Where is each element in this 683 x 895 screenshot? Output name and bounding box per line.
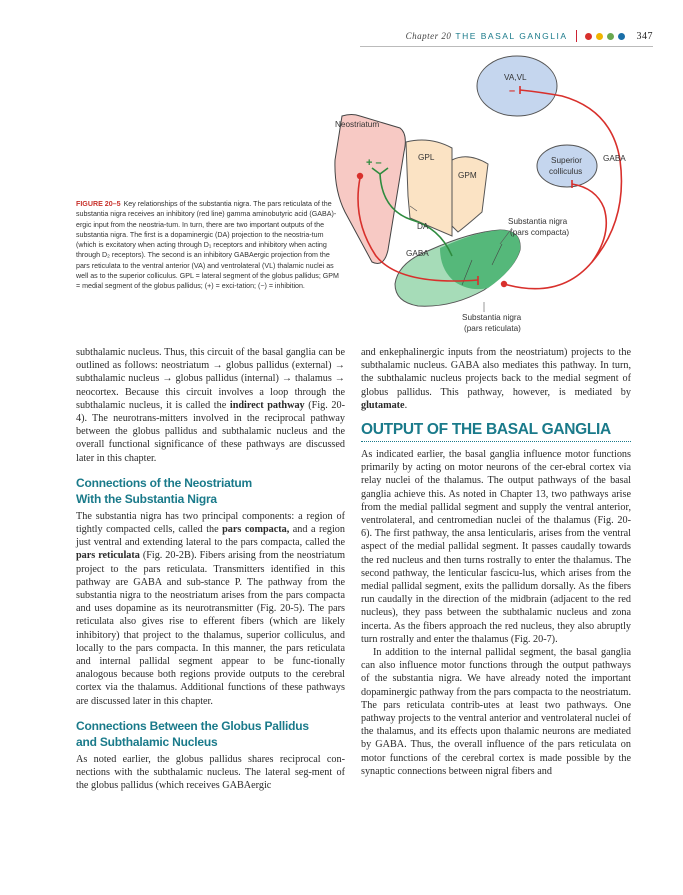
page-number: 347 [636, 30, 653, 42]
heading-output-basal-ganglia: OUTPUT OF THE BASAL GANGLIA [361, 421, 611, 439]
left-paragraph-2: The substantia nigra has two principal components: a region of tightly compacted cells, called the pars compacta, and a region just ventral and extending lateral to the pars compacta, called the pars reticulata (Fig. 20-2B). Fibers arising from the neostriatum project to the pars reticulata. Transmitters identified in this pathway are GABA and sub-stance P. The pathway from the substantia nigra to the neostriatum arises from the pars compacta and uses dopamine as its neurotransmitter (Fig. 20-5). The pars reticulata also gives rise to efferent fibers (which are likely inhibitory) that project to the thalamus, superior colliculus, and locally to the pars compacta. In this manner, the pars reticulata and internal pallidal segment appear to be func-tionally analogous because both regions provide outputs to the cerebral cortex via the thalamus. Additional functions of these pathways are discussed later in this chapter. [76, 510, 345, 707]
heading-dotted-rule [361, 441, 631, 442]
label-gaba-right: GABA [603, 154, 626, 163]
label-da: DA [417, 222, 429, 231]
right-paragraph-3: In addition to the internal pallidal segment, the basal ganglia can also influence motor functions through the output pathways of the substantia nigra. We have already noted the important dopaminergic pathway from the pars compacta to the neostriatum. The pars reticulata contrib-utes at least two pathways. One pathway projects to the ventral anterior and ventrolateral nuclei of the thalamus, and its effects upon thalamic neurons are mediated by GABA. Thus, the overall influence of the pars reticulata on motor functions of the cerebral cortex is made possible by the synaptic connections between nigral fibers and [361, 647, 631, 777]
right-paragraph-2: As indicated earlier, the basal ganglia influence motor functions primarily by acting on motor neurons of the cer-ebral cortex via relay nuclei of the thalamus. The output pathways of the basal ganglia achieve this. As noted in Chapter 13, two pathways arise from the medial pallidal segment and supply the ventral anterior, ventrolateral, and centromedian nuclei of the thalamus (Fig. 20-6). The first pathway, the ansa lenticularis, arises from the ventral aspect of the medial pallidal segment. It passes caudally towards the red nucleus and then turns rostrally to enter the thalamus. The second pathway, the lenticular fascicu-lus, which arises from the medial pallidal segment, exits the pallidum dorsally. As the fibers run caudally in the direction of the midbrain (adjacent to the red nucleus), they pass between the subthalamic nucleus and zona incerta. As the fibers approach the red nucleus, they also abruptly turn rostrally and enter the thalamus (Fig. 20-7). [361, 449, 631, 645]
neostriatum-plus-minus: + – [366, 157, 382, 169]
label-superior: Superior [551, 156, 582, 165]
figure-caption-label: FIGURE 20–5 [76, 200, 121, 208]
label-gpm: GPM [458, 171, 477, 180]
chapter-label: Chapter 20 [405, 31, 452, 41]
label-sn-reticulata-2: (pars reticulata) [464, 324, 521, 333]
left-paragraph-1: subthalamic nucleus. Thus, this circuit of the basal ganglia can be outlined as follows: neostriatum → globus pallidus (external) → subthalamic nucleus → globus pallidus (internal) → thalamus → neocortex. Because this circuit involves a loop through the subthalamic nucleus, it is called the indirect pathway (Fig. 20-4). The neurotrans-mitters involved in the reciprocal pathway between the globus pallidus and subthalamic nucleus and the overall functional significance of these pathways are discussed later in this chapter. [76, 347, 345, 464]
va-vl-shape [477, 56, 557, 116]
figure-caption-text: Key relationships of the substantia nigra. The pars reticulata of the substantia nigra receives an inhibitory (red line) gamma aminobutyric acid (GABA)-ergic input from the neostria-tum. In turn, there are two important outputs of the substantia nigra. The first is a dopaminergic (DA) projection to the neostria-tum (which is excitatory when acting through D₁ receptors and inhibitory when acting through D₂ receptors). The second is an inhibitory GABAergic projection from the pars reticulata to the ventral anterior (VA) and ventrolateral (VL) thalamic nuclei as well as to the superior colliculus. GPL = lateral segment of the globus pallidus; GPM = medial segment of the globus pallidus; (+) = exci-tation; (−) = inhibition. [76, 200, 339, 291]
figure-caption [76, 199, 341, 292]
heading-neostriatum-nigra: Connections of the Neostriatum With the Substantia Nigra [76, 475, 253, 506]
left-column [76, 346, 345, 792]
label-neostriatum: Neostriatum [335, 120, 380, 129]
left-paragraph-3: As noted earlier, the globus pallidus shares reciprocal con-nections with the subthalamic nucleus. The lateral seg-ment of the globus pallidus (which receives GABAergic [76, 753, 345, 792]
superior-colliculus-shape [537, 145, 597, 187]
neostriatum-origin-dot [357, 173, 363, 179]
va-vl-minus-sign: – [509, 85, 516, 97]
label-gaba-left: GABA [406, 249, 429, 258]
label-sn-compacta-2: (pars compacta) [510, 228, 570, 237]
neostriatum-shape [335, 115, 405, 264]
right-paragraph-1: and enkephalinergic inputs from the neostriatum) projects to the subthalamic nucleus. GABA also mediates this pathway. In turn, the subthalamic nucleus projects back to the medial segment of globus pallidus. This pathway, however, is mediated by glutamate. [361, 347, 631, 411]
label-va-vl: VA,VL [504, 73, 527, 82]
heading-globus-pallidus-subthalamic: Connections Between the Globus Pallidus and Subthalamic Nucleus [76, 718, 309, 749]
label-sn-compacta-1: Substantia nigra [508, 217, 568, 226]
label-sn-reticulata-1: Substantia nigra [462, 313, 522, 322]
right-column [361, 346, 631, 778]
label-colliculus: colliculus [549, 167, 583, 176]
gpm-shape [452, 157, 488, 232]
chapter-title: THE BASAL GANGLIA [455, 31, 568, 41]
label-gpl: GPL [418, 153, 435, 162]
